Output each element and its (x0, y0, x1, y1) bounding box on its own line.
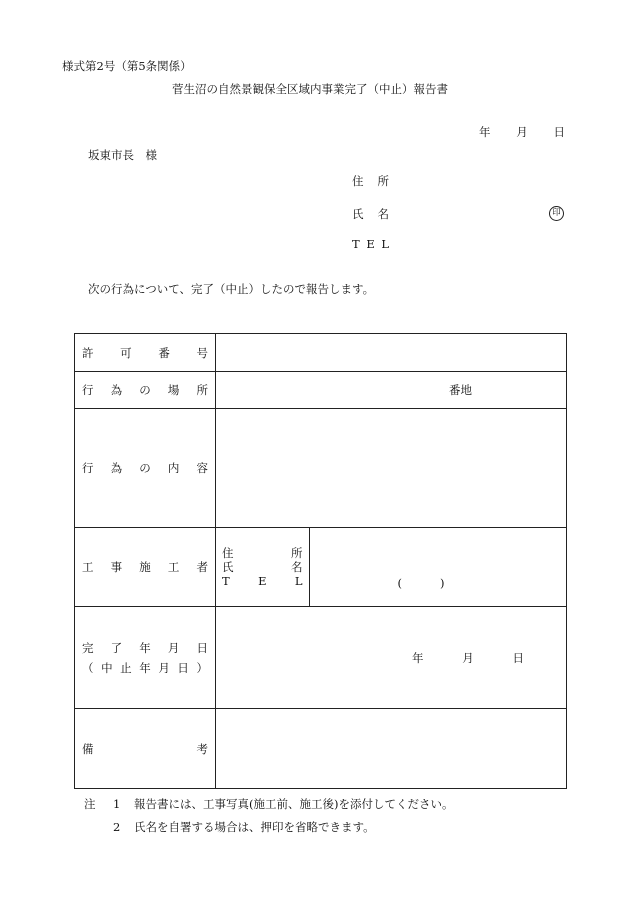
label-char: 事 (110, 560, 123, 574)
contractor-subtable (216, 528, 566, 606)
label-char: 考 (196, 741, 208, 756)
label-char: 所 (377, 174, 389, 188)
form-title: 菅生沼の自然景観保全区域内事業完了（中止）報告書 (172, 82, 448, 96)
report-table (74, 333, 567, 789)
remarks-label (75, 709, 216, 789)
seal-icon: 印 (549, 206, 564, 221)
label-char: 番 (158, 345, 170, 360)
form-number: 様式第2号（第5条関係） (62, 59, 192, 73)
label-char: 年 (139, 640, 151, 655)
place-field[interactable] (216, 372, 567, 409)
label-char: T (222, 574, 230, 588)
label-char: 備 (82, 741, 94, 756)
month-label: 月 (516, 125, 528, 139)
applicant-address-label (352, 176, 389, 188)
label-char: E (366, 237, 375, 251)
note-1-number: 1 (113, 797, 121, 811)
contractor-label (75, 528, 216, 607)
label-char: 完 (82, 640, 94, 655)
completion-date-field[interactable] (216, 607, 567, 709)
label-char: 名 (291, 560, 303, 574)
contractor-tel-label (222, 574, 303, 588)
contractor-cell (216, 528, 567, 607)
label-char: E (258, 574, 267, 588)
intro-text: 次の行為について、完了（中止）したので報告します。 (88, 282, 375, 296)
content-label (75, 409, 216, 528)
label-char: 所 (291, 546, 303, 560)
label-char: 工 (82, 560, 94, 574)
permit-number-field[interactable] (216, 334, 567, 372)
label-char: 住 (222, 546, 234, 560)
label-char: 止 (120, 660, 132, 675)
addressee: 坂東市長 様 (88, 148, 157, 162)
remarks-field[interactable] (216, 709, 567, 789)
label-char: 施 (139, 560, 151, 574)
label-char: 了 (110, 640, 123, 655)
label-char: 内 (167, 461, 180, 475)
year-label: 年 (479, 125, 491, 139)
completion-label (82, 640, 208, 656)
year-label: 年 (412, 650, 424, 665)
label-char: T (352, 237, 360, 251)
label-char: 日 (177, 660, 189, 675)
row-place (75, 372, 567, 409)
label-char: 氏 (352, 207, 364, 221)
place-suffix: 番地 (449, 383, 472, 397)
label-char: 場 (167, 383, 180, 397)
label-char: L (294, 574, 303, 588)
month-label: 月 (462, 650, 474, 665)
label-char: 中 (101, 660, 113, 675)
note-2-number: 2 (113, 820, 121, 834)
label-char: 行 (82, 461, 94, 475)
label-char: 氏 (222, 560, 234, 574)
contractor-fields-input[interactable] (309, 528, 566, 606)
label-char: の (139, 461, 151, 475)
label-char: 為 (110, 383, 123, 397)
label-char: 為 (110, 461, 123, 475)
label-char: 月 (158, 660, 170, 675)
label-char: 許 (82, 345, 94, 360)
row-contractor (75, 528, 567, 607)
date-line (479, 127, 565, 139)
permit-number-label (75, 334, 216, 372)
label-char: ） (196, 660, 208, 675)
contractor-address-label (222, 546, 303, 560)
label-char: 者 (196, 560, 208, 574)
label-char: 容 (196, 461, 208, 475)
applicant-tel-label (352, 239, 389, 251)
completion-date-label (75, 607, 216, 709)
content-field[interactable] (216, 409, 567, 528)
label-char: 住 (352, 174, 364, 188)
day-label: 日 (553, 125, 565, 139)
label-char: L (381, 237, 389, 251)
label-char: 行 (82, 383, 94, 397)
row-content (75, 409, 567, 528)
day-label: 日 (512, 650, 524, 665)
applicant-name-label (352, 209, 389, 221)
paren-close: ) (440, 576, 445, 590)
row-remarks (75, 709, 567, 789)
row-completion-date (75, 607, 567, 709)
note-prefix: 注 (84, 797, 96, 811)
label-char: （ (82, 660, 94, 675)
seal-mark (549, 206, 564, 221)
paren-open: ( (397, 576, 402, 590)
label-char: 名 (377, 207, 389, 221)
label-char: 月 (167, 640, 180, 655)
label-char: 日 (196, 640, 208, 655)
stop-date-label (82, 660, 208, 676)
label-char: の (139, 383, 151, 397)
place-label (75, 372, 216, 409)
label-char: 年 (139, 660, 151, 675)
label-char: 可 (120, 345, 132, 360)
note-2-text: 氏名を自署する場合は、押印を省略できます。 (134, 820, 375, 834)
label-char: 工 (167, 560, 180, 574)
row-permit-number (75, 334, 567, 372)
completion-date-units (412, 650, 524, 666)
contractor-tel-parens (398, 576, 445, 590)
label-char: 号 (196, 345, 208, 360)
note-1-text: 報告書には、工事写真(施工前、施工後)を添付してください。 (134, 797, 454, 811)
contractor-fields-labels (216, 528, 309, 606)
contractor-name-label (222, 560, 303, 574)
label-char: 所 (196, 383, 208, 397)
